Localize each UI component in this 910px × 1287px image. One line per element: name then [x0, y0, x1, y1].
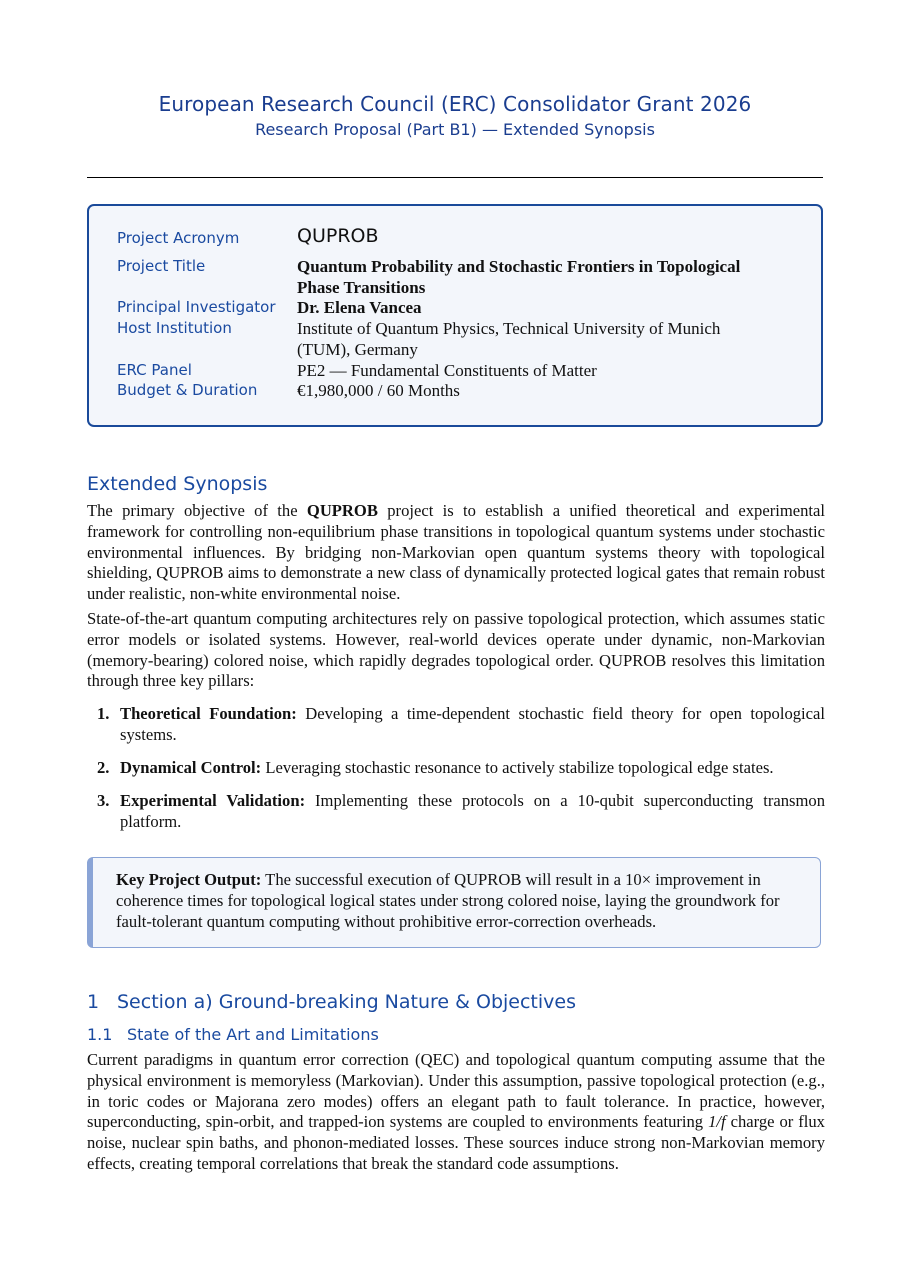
pillar-title: Theoretical Foundation: — [120, 704, 297, 723]
synopsis-heading: Extended Synopsis — [87, 473, 268, 495]
grant-title: European Research Council (ERC) Consolidator Grant 2026 — [158, 92, 752, 116]
header-rule — [87, 177, 823, 178]
project-info-box — [87, 204, 823, 427]
title-value-line2: Phase Transitions — [297, 278, 426, 297]
synopsis-p1-pre: The primary objective of the — [87, 501, 307, 520]
list-number: 2. — [97, 758, 110, 777]
list-number: 1. — [97, 704, 110, 723]
section-1-1-heading — [87, 1024, 379, 1046]
title-value-line1: Quantum Probability and Stochastic Frontiers in Topological — [297, 257, 741, 276]
proposal-subtitle: Research Proposal (Part B1) — Extended Synopsis — [255, 120, 655, 139]
list-item-body — [120, 758, 825, 779]
panel-value: PE2 — Fundamental Constituents of Matter — [297, 361, 597, 380]
list-number: 3. — [97, 791, 110, 810]
list-item-body — [120, 791, 825, 833]
host-label: Host Institution — [117, 319, 232, 337]
synopsis-paragraph-2: State-of-the-art quantum computing architectures rely on passive topological protection, which assumes static error models or isolated systems. However, real-world devices operate under dynamic, non-Markovian (memory-bearing) colored noise, which rapidly degrades topological order. QUPROB resolves this limitation through three key pillars: — [87, 609, 825, 691]
title-label: Project Title — [117, 257, 206, 275]
section-1-1-paragraph — [87, 1050, 825, 1175]
pi-label: Principal Investigator — [117, 298, 276, 316]
pillar-title: Dynamical Control: — [120, 758, 262, 777]
section-1-1-title: State of the Art and Limitations — [127, 1025, 379, 1044]
callout-text — [116, 870, 806, 932]
budget-label: Budget & Duration — [117, 381, 258, 399]
pillar-text: Implementing these protocols on a 10-qubit superconducting transmon platform. — [120, 791, 825, 831]
synopsis-p1-post: project is to establish a unified theoretical and experimental framework for controlling non-equilibrium phase transitions in topological quantum systems under stochastic environmental influences. By bridging non-Markovian open quantum systems theory with topological shielding, QUPROB aims to demonstrate a new class of dynamically protected logical gates that remain robust under realistic, non-white environmental noise. — [87, 501, 825, 604]
panel-label: ERC Panel — [117, 361, 192, 379]
document-header — [87, 90, 823, 142]
key-output-callout — [87, 857, 821, 948]
synopsis-p1-bold: QUPROB — [306, 501, 378, 520]
callout-text-pre: The successful execution of QUPROB will result in a — [261, 870, 626, 889]
host-value-line1: Institute of Quantum Physics, Technical University of Munich — [297, 319, 721, 338]
pi-value: Dr. Elena Vancea — [297, 298, 422, 317]
callout-factor: 10× — [625, 870, 652, 889]
section-1-number: 1 — [87, 991, 100, 1013]
section-1-title: Section a) Ground-breaking Nature & Objectives — [117, 991, 576, 1013]
pillar-title: Experimental Validation: — [120, 791, 306, 810]
budget-value: €1,980,000 / 60 Months — [297, 381, 460, 400]
host-value-line2: (TUM), Germany — [297, 340, 418, 359]
callout-text-post: improvement in coherence times for topological logical states under strong colored noise, laying the groundwork for fault-tolerant quantum computing without prohibitive error-correction overheads. — [116, 870, 780, 931]
section-1-1-p-post: charge or flux noise, nuclear spin baths, and phonon-mediated losses. These sources induce strong non-Markovian memory effects, creating temporal correlations that break the standard code assumptions. — [87, 1112, 825, 1173]
synopsis-paragraph-1 — [87, 501, 825, 605]
title-value — [297, 256, 807, 298]
section-1-1-number: 1.1 — [87, 1025, 113, 1044]
list-item-body — [120, 704, 825, 746]
acronym-label: Project Acronym — [117, 229, 240, 247]
host-value — [297, 318, 807, 360]
section-1-1-p-math: 1/f — [708, 1112, 726, 1132]
section-1-heading — [87, 990, 576, 1014]
pillar-text: Developing a time-dependent stochastic field theory for open topological systems. — [120, 704, 825, 744]
callout-title: Key Project Output: — [116, 870, 262, 889]
acronym-value: QUPROB — [297, 225, 379, 247]
pillar-text: Leveraging stochastic resonance to actively stabilize topological edge states. — [261, 758, 774, 777]
section-1-1-p-pre: Current paradigms in quantum error correction (QEC) and topological quantum computing assume that the physical environment is memoryless (Markovian). Under this assumption, passive topological protection (e.g., in toric codes or Majorana zero modes) offers an elegant path to fault tolerance. In practice, however, superconducting, spin-orbit, and trapped-ion systems are coupled to environments featuring — [87, 1050, 825, 1132]
